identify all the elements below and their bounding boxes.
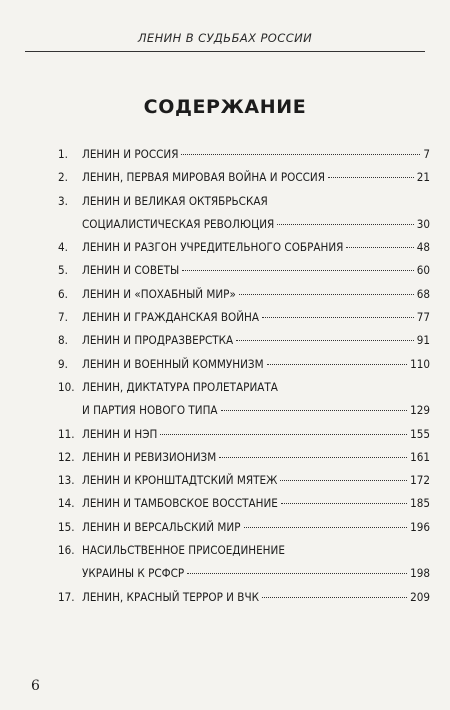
toc-entry-line (58, 423, 430, 446)
dot-leader (236, 340, 414, 341)
toc-entry-title: ЛЕНИН И ВЕЛИКАЯ ОКТЯБРЬСКАЯ (82, 193, 268, 208)
toc-entry-page: 198 (410, 566, 430, 581)
toc-entry-title: НАСИЛЬСТВЕННОЕ ПРИСОЕДИНЕНИЕ (82, 543, 285, 558)
toc-entry-line (58, 516, 430, 539)
toc-entry (58, 586, 430, 609)
dot-leader (239, 294, 414, 295)
toc-entry-title: СОЦИАЛИСТИЧЕСКАЯ РЕВОЛЮЦИЯ (82, 216, 275, 231)
toc-entry-page: 48 (416, 240, 430, 255)
toc-entry-page: 91 (416, 333, 430, 348)
toc-entry-line (58, 166, 430, 189)
toc-entry (58, 166, 430, 189)
toc-entry-title: ЛЕНИН И «ПОХАБНЫЙ МИР» (82, 286, 236, 301)
toc-entry-line (58, 190, 430, 213)
toc-entry-title: ЛЕНИН И РЕВИЗИОНИЗМ (82, 449, 217, 464)
toc-entry-title: И ПАРТИЯ НОВОГО ТИПА (82, 403, 218, 418)
header-rule (25, 51, 425, 52)
toc-entry-number: 3. (58, 193, 68, 208)
toc-entry-line (58, 376, 430, 399)
toc-entry-page: 185 (410, 496, 430, 511)
toc-entry (58, 539, 430, 586)
dot-leader (346, 247, 413, 248)
toc-entry (58, 236, 430, 259)
toc-entry-page: 21 (416, 170, 430, 185)
toc-entry-line (58, 539, 430, 562)
dot-leader (262, 317, 414, 318)
toc-entry-title: ЛЕНИН И КРОНШТАДТСКИЙ МЯТЕЖ (82, 473, 278, 488)
toc-entry-title: ЛЕНИН И РАЗГОН УЧРЕДИТЕЛЬНОГО СОБРАНИЯ (82, 240, 344, 255)
toc-entry-page: 60 (416, 263, 430, 278)
toc-entry-line (58, 283, 430, 306)
toc-entry-page: 7 (423, 147, 430, 161)
toc-entry-number: 15. (58, 519, 75, 534)
toc-entry-number: 17. (58, 589, 75, 604)
toc-entry-line (58, 306, 430, 329)
toc-entry (58, 423, 430, 446)
toc-entry-line (58, 353, 430, 376)
toc-entry-title: ЛЕНИН И РОССИЯ (82, 147, 179, 161)
toc-entry-page: 161 (410, 449, 430, 464)
toc-entry-page: 68 (416, 286, 430, 301)
toc-entry-page: 172 (410, 473, 430, 488)
dot-leader (277, 224, 413, 225)
toc-entry-line (58, 236, 430, 259)
dot-leader (219, 457, 407, 458)
toc-entry (58, 492, 430, 515)
toc-entry-number: 9. (58, 356, 68, 371)
toc-entry-number: 6. (58, 286, 68, 301)
toc-entry (58, 329, 430, 352)
toc-entry (58, 306, 430, 329)
toc-entry-title: ЛЕНИН И ТАМБОВСКОЕ ВОССТАНИЕ (82, 496, 278, 511)
dot-leader (267, 364, 407, 365)
toc-entry-line (58, 469, 430, 492)
toc-entry-title: ЛЕНИН, КРАСНЫЙ ТЕРРОР И ВЧК (82, 589, 259, 604)
toc-entry (58, 446, 430, 469)
toc-entry-title: ЛЕНИН И НЭП (82, 426, 158, 441)
toc-entry (58, 190, 430, 237)
toc-entry-title: ЛЕНИН И ГРАЖДАНСКАЯ ВОЙНА (82, 310, 260, 325)
toc-entry-number: 10. (58, 379, 75, 394)
toc-entry (58, 259, 430, 282)
toc-entry-number: 2. (58, 170, 68, 185)
toc-entry-line (58, 143, 430, 166)
toc-entry-number: 8. (58, 333, 68, 348)
toc-entry-number: 5. (58, 263, 68, 278)
toc-entry (58, 283, 430, 306)
toc-entry-number: 13. (58, 473, 75, 488)
toc-entry (58, 376, 430, 423)
running-head: ЛЕНИН В СУДЬБАХ РОССИИ (137, 31, 313, 45)
toc-entry-title: УКРАИНЫ К РСФСР (82, 566, 185, 581)
toc-entry-title: ЛЕНИН И ВОЕННЫЙ КОММУНИЗМ (82, 356, 264, 371)
toc-entry (58, 469, 430, 492)
toc-entry-line (58, 586, 430, 609)
toc-entry-page: 77 (416, 310, 430, 325)
toc-entry-line (58, 399, 430, 422)
toc-entry (58, 353, 430, 376)
toc-entry-title: ЛЕНИН И ПРОДРАЗВЕРСТКА (82, 333, 234, 348)
dot-leader (281, 503, 407, 504)
toc-entry-title: ЛЕНИН И ВЕРСАЛЬСКИЙ МИР (82, 519, 241, 534)
toc-entry-title: ЛЕНИН, ПЕРВАЯ МИРОВАЯ ВОЙНА И РОССИЯ (82, 170, 325, 185)
toc-entry-number: 4. (58, 240, 68, 255)
toc-entry-title: ЛЕНИН И СОВЕТЫ (82, 263, 180, 278)
toc-entry-page: 129 (410, 403, 430, 418)
toc-entry-number: 1. (58, 147, 68, 161)
toc-entry (58, 516, 430, 539)
toc-entry-line (58, 213, 430, 236)
toc-entry-number: 14. (58, 496, 75, 511)
table-of-contents (58, 143, 430, 609)
toc-entry-line (58, 492, 430, 515)
dot-leader (160, 434, 407, 435)
dot-leader (221, 410, 408, 411)
toc-entry-line (58, 329, 430, 352)
toc-entry (58, 143, 430, 166)
page-number: 6 (31, 678, 40, 694)
toc-entry-page: 30 (416, 216, 430, 231)
toc-entry-line (58, 562, 430, 585)
toc-entry-line (58, 446, 430, 469)
toc-entry-number: 7. (58, 310, 68, 325)
toc-entry-number: 16. (58, 543, 75, 558)
dot-leader (181, 154, 420, 155)
toc-entry-number: 12. (58, 449, 75, 464)
toc-entry-page: 209 (410, 589, 430, 604)
dot-leader (262, 597, 407, 598)
toc-entry-title: ЛЕНИН, ДИКТАТУРА ПРОЛЕТАРИАТА (82, 379, 278, 394)
toc-entry-line (58, 259, 430, 282)
dot-leader (328, 177, 414, 178)
dot-leader (280, 480, 407, 481)
toc-entry-page: 110 (410, 356, 430, 371)
toc-entry-page: 196 (410, 519, 430, 534)
dot-leader (182, 270, 414, 271)
toc-title: СОДЕРЖАНИЕ (143, 96, 307, 118)
toc-entry-page: 155 (410, 426, 430, 441)
dot-leader (244, 527, 408, 528)
toc-entry-number: 11. (58, 426, 75, 441)
dot-leader (187, 573, 407, 574)
